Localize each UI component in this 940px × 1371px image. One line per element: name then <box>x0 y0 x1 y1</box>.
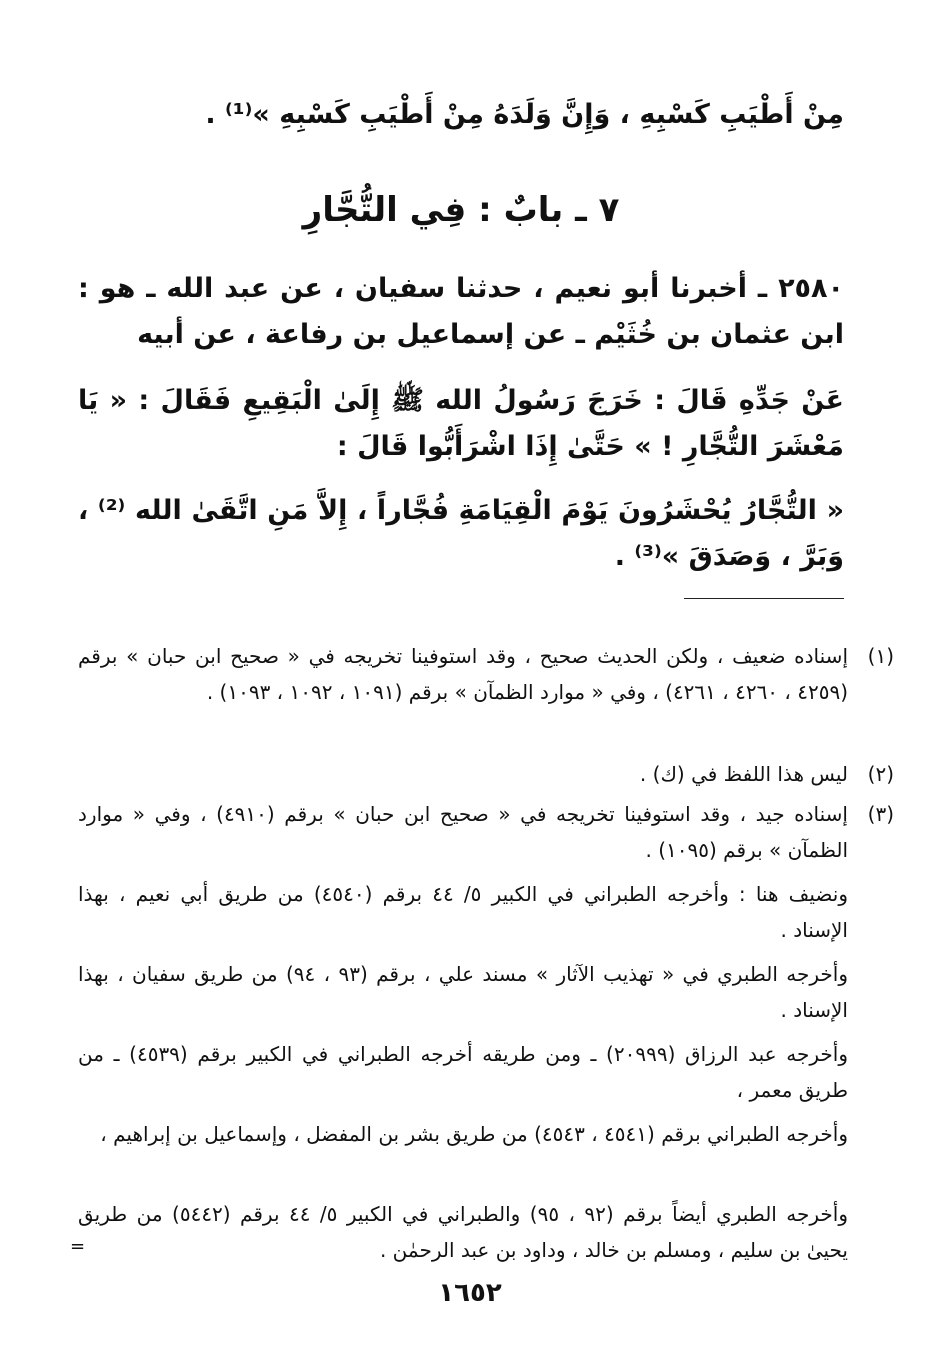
footnote-3-paragraph <box>78 1036 848 1108</box>
footnote-3-paragraph <box>78 1116 848 1152</box>
footnote-paragraph-text: ونضيف هنا : وأخرجه الطبراني في الكبير ٥/ ٤٤ برقم (٤٥٤٠) من طريق أبي نعيم ، بهذا الإسناد . <box>78 882 848 942</box>
hadith-matn-2: « التُّجَّارُ يُحْشَرُونَ يَوْمَ الْقِيَامَةِ فُجَّاراً ، إِلاَّ مَنِ اتَّقَىٰ الله ⁽²⁾ ، وَبَرَّ ، وَصَدَقَ »⁽³⁾ . <box>78 495 845 572</box>
chapter-heading: ٧ ـ بابٌ : فِي التُّجَّارِ <box>302 190 620 230</box>
footnote-divider <box>684 598 844 599</box>
footnote-paragraph-text: وأخرجه الطبري في « تهذيب الآثار » مسند علي ، برقم (٩٣ ، ٩٤) من طريق سفيان ، بهذا الإسناد . <box>78 962 849 1022</box>
footnote-3 <box>78 796 894 868</box>
footnote-3-paragraph <box>78 956 848 1028</box>
footnote-1 <box>78 638 894 710</box>
footnote-paragraph-text: وأخرجه الطبراني برقم (٤٥٤١ ، ٤٥٤٣) من طريق بشر بن المفضل ، وإسماعيل بن إبراهيم ، <box>100 1122 848 1146</box>
footnote-text: إسناده جيد ، وقد استوفينا تخريجه في « صحيح ابن حبان » برقم (٤٩١٠) ، وفي « موارد الظمآن » برقم (١٠٩٥) . <box>78 802 848 862</box>
footnote-3-paragraph <box>78 1196 848 1268</box>
footnote-paragraph-text: وأخرجه الطبري أيضاً برقم (٩٢ ، ٩٥) والطبراني في الكبير ٥/ ٤٤ برقم (٥٤٤٢) من طريق يحيىٰ بن سليم ، ومسلم بن خالد ، وداود بن عبد الرحمٰن . <box>78 1202 848 1262</box>
footnote-2 <box>78 756 894 792</box>
continuation-mark: = <box>70 1236 86 1257</box>
footnote-paragraph-text: وأخرجه عبد الرزاق (٢٠٩٩٩) ـ ومن طريقه أخرجه الطبراني في الكبير برقم (٤٥٣٩) ـ من طريق معمر ، <box>78 1042 848 1102</box>
footnote-text: ليس هذا اللفظ في (ك) . <box>639 762 848 786</box>
footnote-text: إسناده ضعيف ، ولكن الحديث صحيح ، وقد استوفينا تخريجه في « صحيح ابن حبان » برقم (٤٢٥٩ ، ٤٢٦٠ ، ٤٢٦١) ، وفي « موارد الظمآن » برقم (١٠٩١ ، ١٠٩٢ ، ١٠٩٣) . <box>78 644 848 704</box>
page-number: ١٦٥٢ <box>438 1278 502 1308</box>
hadith-isnad: ٢٥٨٠ ـ أخبرنا أبو نعيم ، حدثنا سفيان ، عن عبد الله ـ هو : ابن عثمان بن خُثَيْم ـ عن إسماعيل بن رفاعة ، عن أبيه <box>78 273 844 350</box>
footnote-number: (٢) <box>867 762 894 786</box>
hadith-matn-1: عَنْ جَدِّهِ قَالَ : خَرَجَ رَسُولُ الله ﷺ إِلَىٰ الْبَقِيعِ فَقَالَ : « يَا مَعْشَرَ التُّجَّارِ ! » حَتَّىٰ إِذَا اشْرَأَبُّوا قَالَ : <box>78 385 844 462</box>
footnote-number: (٣) <box>867 802 894 826</box>
top-line: مِنْ أَطْيَبِ كَسْبِهِ ، وَإِنَّ وَلَدَهُ مِنْ أَطْيَبِ كَسْبِهِ »⁽¹⁾ . <box>205 99 844 130</box>
footnote-number: (١) <box>867 644 894 668</box>
footnote-3-paragraph <box>78 876 848 948</box>
